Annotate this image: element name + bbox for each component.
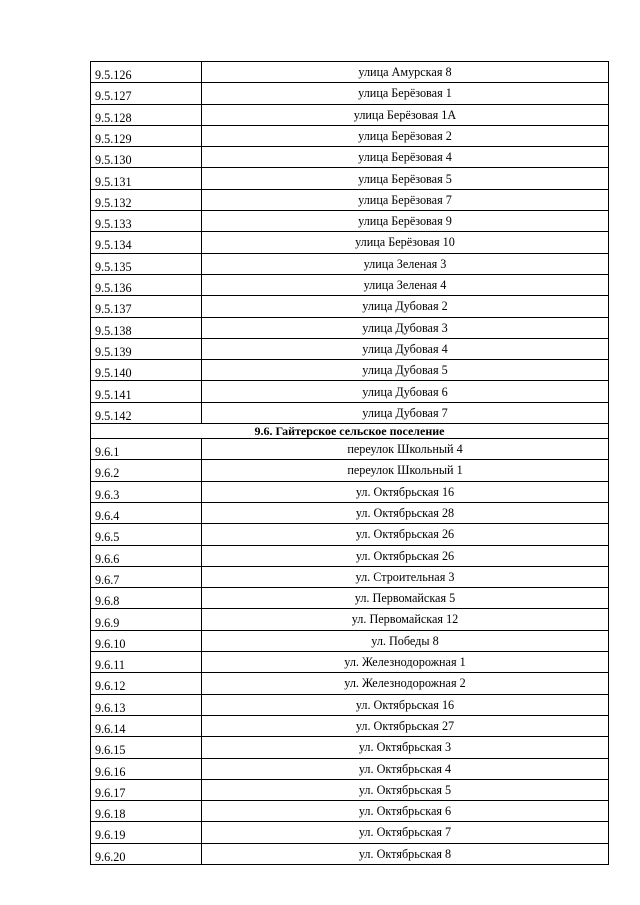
row-number: 9.6.6: [91, 545, 202, 566]
table-row: [91, 253, 609, 274]
table-row: [91, 83, 609, 104]
table-row: [91, 694, 609, 715]
row-address: улица Дубовая 2: [202, 296, 609, 317]
row-address: улица Зеленая 4: [202, 274, 609, 295]
row-address: улица Дубовая 6: [202, 381, 609, 402]
table-row: [91, 801, 609, 822]
row-address: переулок Школьный 1: [202, 460, 609, 481]
row-address: улица Дубовая 7: [202, 402, 609, 423]
row-address: переулок Школьный 4: [202, 439, 609, 460]
row-address: ул. Октябрьская 6: [202, 801, 609, 822]
row-address: улица Зеленая 3: [202, 253, 609, 274]
row-number: 9.6.20: [91, 843, 202, 864]
table-row: [91, 168, 609, 189]
row-number: 9.6.13: [91, 694, 202, 715]
table-row: [91, 460, 609, 481]
table-row: [91, 758, 609, 779]
row-address: ул. Железнодорожная 1: [202, 652, 609, 673]
section-header-row: [91, 424, 609, 439]
row-address: ул. Октябрьская 5: [202, 779, 609, 800]
row-number: 9.6.11: [91, 652, 202, 673]
row-number: 9.6.18: [91, 801, 202, 822]
table-row: [91, 673, 609, 694]
row-address: улица Берёзовая 1: [202, 83, 609, 104]
row-number: 9.5.142: [91, 402, 202, 423]
row-number: 9.5.140: [91, 360, 202, 381]
table-body-section-header: [91, 424, 609, 439]
table-row: [91, 381, 609, 402]
row-number: 9.5.128: [91, 104, 202, 125]
row-number: 9.6.12: [91, 673, 202, 694]
table-row: [91, 545, 609, 566]
table-row: [91, 843, 609, 864]
table-row: [91, 211, 609, 232]
row-number: 9.6.17: [91, 779, 202, 800]
table-body-section-9-5: [91, 62, 609, 424]
table-row: [91, 715, 609, 736]
row-number: 9.5.136: [91, 274, 202, 295]
row-address: улица Берёзовая 5: [202, 168, 609, 189]
table-row: [91, 822, 609, 843]
row-address: улица Дубовая 3: [202, 317, 609, 338]
row-number: 9.5.127: [91, 83, 202, 104]
row-number: 9.6.2: [91, 460, 202, 481]
row-address: ул. Октябрьская 16: [202, 481, 609, 502]
row-number: 9.6.14: [91, 715, 202, 736]
row-number: 9.6.15: [91, 737, 202, 758]
row-address: ул. Октябрьская 26: [202, 545, 609, 566]
row-number: 9.5.131: [91, 168, 202, 189]
row-number: 9.5.130: [91, 147, 202, 168]
table-row: [91, 125, 609, 146]
table-row: [91, 524, 609, 545]
row-number: 9.5.126: [91, 62, 202, 83]
row-number: 9.6.1: [91, 439, 202, 460]
table-row: [91, 588, 609, 609]
table-row: [91, 296, 609, 317]
row-address: улица Берёзовая 4: [202, 147, 609, 168]
table-row: [91, 481, 609, 502]
row-number: 9.5.132: [91, 189, 202, 210]
row-address: ул. Октябрьская 8: [202, 843, 609, 864]
row-address: ул. Октябрьская 16: [202, 694, 609, 715]
table-row: [91, 62, 609, 83]
row-number: 9.5.129: [91, 125, 202, 146]
table-row: [91, 737, 609, 758]
row-number: 9.6.16: [91, 758, 202, 779]
address-table: [90, 61, 609, 865]
row-address: ул. Октябрьская 3: [202, 737, 609, 758]
row-address: ул. Октябрьская 4: [202, 758, 609, 779]
row-number: 9.5.138: [91, 317, 202, 338]
row-number: 9.6.9: [91, 609, 202, 630]
row-address: ул. Октябрьская 27: [202, 715, 609, 736]
row-number: 9.6.8: [91, 588, 202, 609]
table-row: [91, 232, 609, 253]
table-row: [91, 189, 609, 210]
row-address: ул. Победы 8: [202, 630, 609, 651]
row-number: 9.6.19: [91, 822, 202, 843]
table-row: [91, 566, 609, 587]
row-address: ул. Первомайская 5: [202, 588, 609, 609]
row-address: ул. Железнодорожная 2: [202, 673, 609, 694]
row-address: улица Берёзовая 2: [202, 125, 609, 146]
row-number: 9.6.7: [91, 566, 202, 587]
row-number: 9.5.135: [91, 253, 202, 274]
row-address: ул. Строительная 3: [202, 566, 609, 587]
row-number: 9.5.141: [91, 381, 202, 402]
row-address: улица Амурская 8: [202, 62, 609, 83]
row-number: 9.5.133: [91, 211, 202, 232]
row-address: ул. Октябрьская 28: [202, 502, 609, 523]
table-row: [91, 652, 609, 673]
table-row: [91, 360, 609, 381]
row-number: 9.6.10: [91, 630, 202, 651]
table-row: [91, 502, 609, 523]
row-address: ул. Первомайская 12: [202, 609, 609, 630]
table-row: [91, 439, 609, 460]
table-row: [91, 630, 609, 651]
row-number: 9.6.5: [91, 524, 202, 545]
row-address: ул. Октябрьская 7: [202, 822, 609, 843]
table-row: [91, 274, 609, 295]
table-row: [91, 779, 609, 800]
table-row: [91, 317, 609, 338]
row-address: улица Дубовая 5: [202, 360, 609, 381]
row-address: улица Дубовая 4: [202, 338, 609, 359]
section-title: 9.6. Гайтерское сельское поселение: [91, 424, 609, 439]
table-row: [91, 402, 609, 423]
row-address: улица Берёзовая 10: [202, 232, 609, 253]
row-number: 9.5.134: [91, 232, 202, 253]
row-address: ул. Октябрьская 26: [202, 524, 609, 545]
table-row: [91, 338, 609, 359]
row-number: 9.6.3: [91, 481, 202, 502]
row-number: 9.5.139: [91, 338, 202, 359]
row-number: 9.6.4: [91, 502, 202, 523]
row-address: улица Берёзовая 7: [202, 189, 609, 210]
table-row: [91, 104, 609, 125]
row-address: улица Берёзовая 9: [202, 211, 609, 232]
table-row: [91, 147, 609, 168]
row-number: 9.5.137: [91, 296, 202, 317]
table-body-section-9-6: [91, 439, 609, 865]
table-row: [91, 609, 609, 630]
row-address: улица Берёзовая 1А: [202, 104, 609, 125]
